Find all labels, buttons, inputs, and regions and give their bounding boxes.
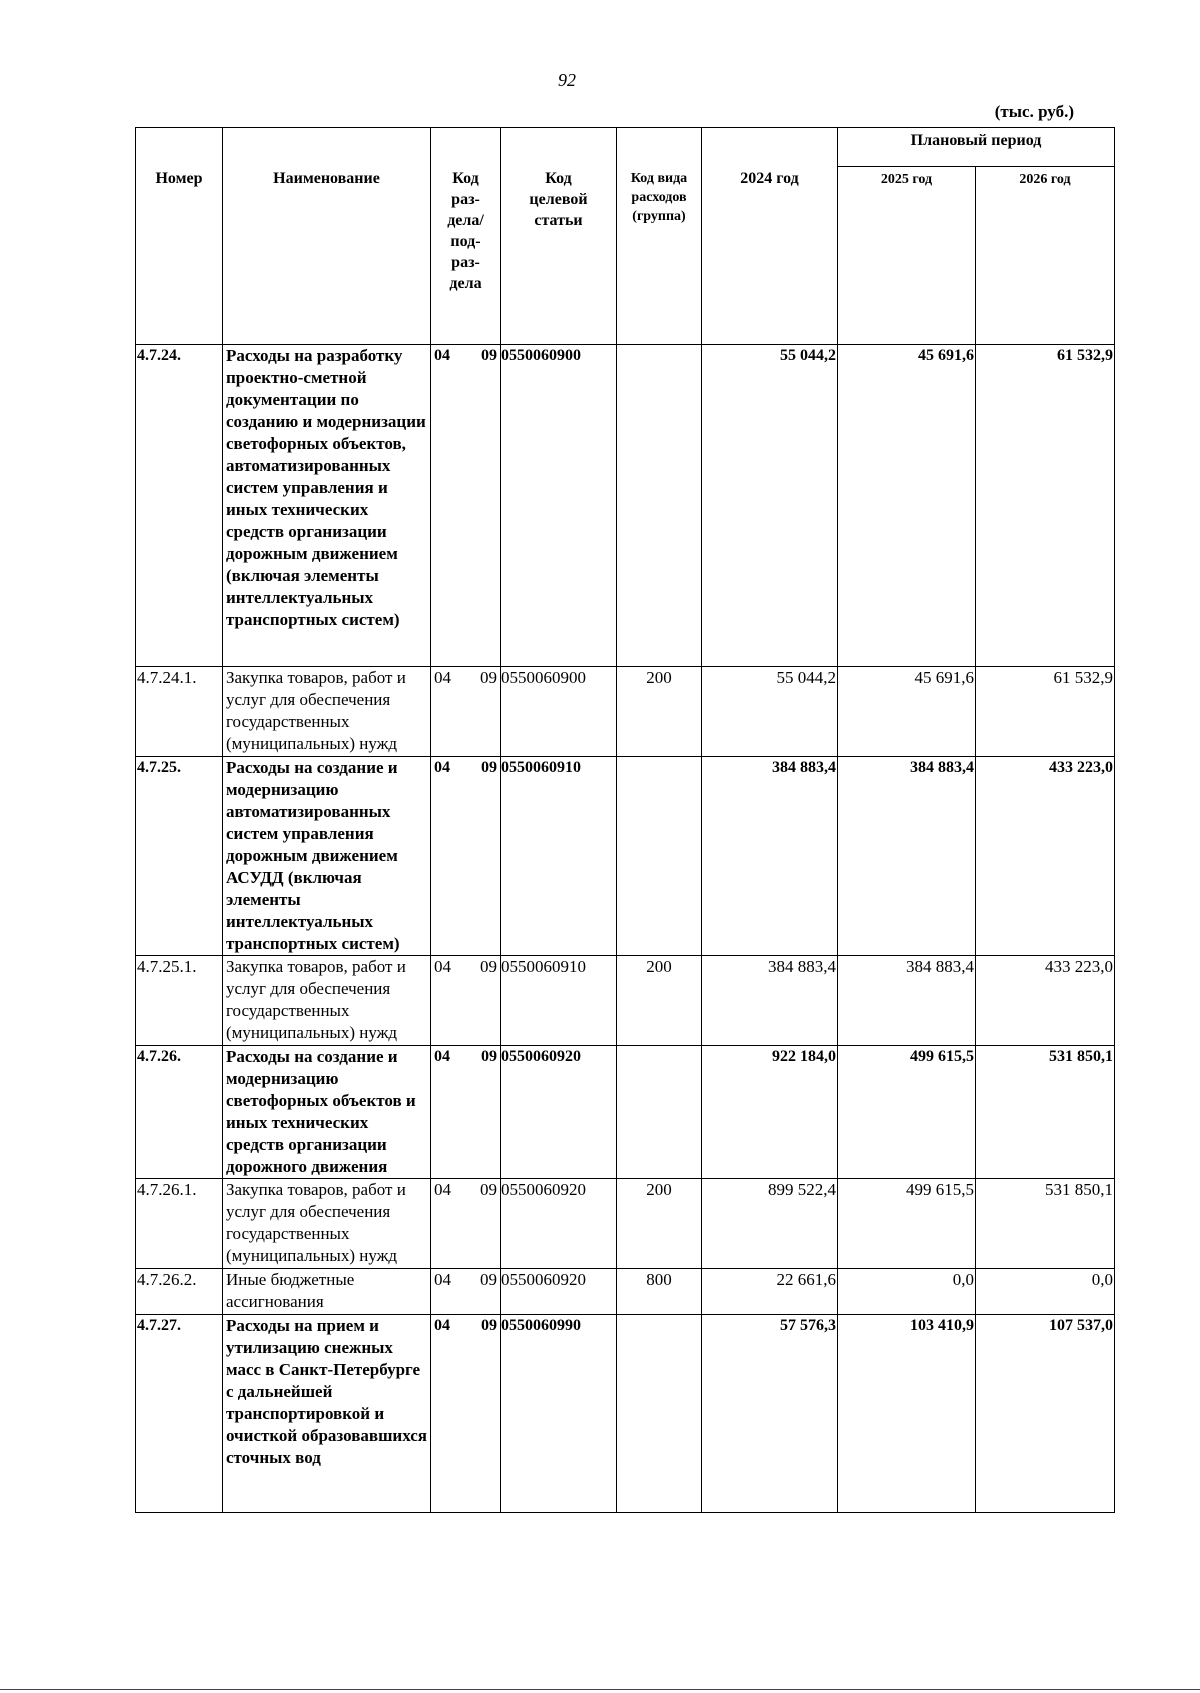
row-target-code: 0550060990 bbox=[501, 1315, 617, 1513]
row-razdel: 04 bbox=[434, 1270, 451, 1289]
row-name: Расходы на создание и модернизацию светофорных объектов и иных технических средств организации дорожного движения bbox=[223, 1046, 431, 1179]
row-section-code bbox=[431, 667, 501, 757]
table-row bbox=[136, 757, 1115, 956]
row-amount-2025: 384 883,4 bbox=[838, 956, 976, 1046]
row-amount-2024: 922 184,0 bbox=[702, 1046, 838, 1179]
row-name: Расходы на создание и модернизацию автоматизированных систем управления дорожным движением АСУДД (включая элементы интеллектуальных транспортных систем) bbox=[223, 757, 431, 956]
row-target-code: 0550060920 bbox=[501, 1269, 617, 1315]
row-amount-2025: 103 410,9 bbox=[838, 1315, 976, 1513]
table-row bbox=[136, 1179, 1115, 1269]
row-expense-type: 800 bbox=[617, 1269, 702, 1315]
row-podrazdel: 09 bbox=[480, 668, 497, 687]
row-expense-type bbox=[617, 757, 702, 956]
row-expense-type: 200 bbox=[617, 667, 702, 757]
row-nomer: 4.7.27. bbox=[136, 1315, 223, 1513]
row-amount-2024: 55 044,2 bbox=[702, 345, 838, 667]
header-2025: 2025 год bbox=[838, 167, 976, 345]
row-amount-2024: 384 883,4 bbox=[702, 757, 838, 956]
row-razdel: 04 bbox=[434, 1317, 450, 1334]
row-razdel: 04 bbox=[434, 1180, 451, 1199]
row-amount-2025: 0,0 bbox=[838, 1269, 976, 1315]
row-amount-2026: 61 532,9 bbox=[976, 667, 1115, 757]
header-razdel-text: Код раз-дела/ под-раз-дела bbox=[447, 170, 484, 292]
row-razdel: 04 bbox=[434, 759, 450, 776]
header-nomer: Номер bbox=[136, 128, 223, 345]
row-nomer: 4.7.26.1. bbox=[136, 1179, 223, 1269]
row-section-code bbox=[431, 757, 501, 956]
row-nomer: 4.7.24.1. bbox=[136, 667, 223, 757]
row-section-code bbox=[431, 1315, 501, 1513]
row-name: Закупка товаров, работ и услуг для обеспечения государственных (муниципальных) нужд bbox=[223, 667, 431, 757]
row-expense-type bbox=[617, 1046, 702, 1179]
row-nomer: 4.7.25. bbox=[136, 757, 223, 956]
row-name: Закупка товаров, работ и услуг для обеспечения государственных (муниципальных) нужд bbox=[223, 956, 431, 1046]
row-amount-2025: 384 883,4 bbox=[838, 757, 976, 956]
row-nomer: 4.7.26.2. bbox=[136, 1269, 223, 1315]
table-row bbox=[136, 956, 1115, 1046]
row-razdel: 04 bbox=[434, 668, 451, 687]
row-amount-2025: 499 615,5 bbox=[838, 1179, 976, 1269]
row-amount-2026: 531 850,1 bbox=[976, 1179, 1115, 1269]
row-target-code: 0550060920 bbox=[501, 1179, 617, 1269]
header-target-text: Код целевой статьи bbox=[529, 170, 588, 229]
row-podrazdel: 09 bbox=[481, 347, 497, 364]
row-amount-2026: 531 850,1 bbox=[976, 1046, 1115, 1179]
row-section-code bbox=[431, 1269, 501, 1315]
row-amount-2024: 57 576,3 bbox=[702, 1315, 838, 1513]
table-row bbox=[136, 1269, 1115, 1315]
budget-table bbox=[135, 127, 1115, 1513]
row-amount-2026: 61 532,9 bbox=[976, 345, 1115, 667]
header-plan-period: Плановый период bbox=[838, 128, 1115, 167]
row-amount-2026: 433 223,0 bbox=[976, 956, 1115, 1046]
row-name: Расходы на прием и утилизацию снежных масс в Санкт-Петербурге с дальнейшей транспортировкой и очисткой образовавшихся сточных вод bbox=[223, 1315, 431, 1513]
row-amount-2026: 433 223,0 bbox=[976, 757, 1115, 956]
row-target-code: 0550060920 bbox=[501, 1046, 617, 1179]
row-amount-2025: 45 691,6 bbox=[838, 345, 976, 667]
header-razdel bbox=[431, 128, 501, 345]
row-nomer: 4.7.26. bbox=[136, 1046, 223, 1179]
row-podrazdel: 09 bbox=[480, 1180, 497, 1199]
row-amount-2024: 899 522,4 bbox=[702, 1179, 838, 1269]
table-row bbox=[136, 667, 1115, 757]
row-podrazdel: 09 bbox=[480, 957, 497, 976]
row-nomer: 4.7.24. bbox=[136, 345, 223, 667]
header-2024: 2024 год bbox=[702, 128, 838, 345]
row-expense-type: 200 bbox=[617, 1179, 702, 1269]
row-amount-2024: 22 661,6 bbox=[702, 1269, 838, 1315]
table-row bbox=[136, 345, 1115, 667]
row-podrazdel: 09 bbox=[481, 1048, 497, 1065]
row-amount-2026: 107 537,0 bbox=[976, 1315, 1115, 1513]
row-target-code: 0550060910 bbox=[501, 757, 617, 956]
row-podrazdel: 09 bbox=[481, 759, 497, 776]
row-razdel: 04 bbox=[434, 957, 451, 976]
header-target bbox=[501, 128, 617, 345]
row-section-code bbox=[431, 345, 501, 667]
row-expense-type: 200 bbox=[617, 956, 702, 1046]
row-expense-type bbox=[617, 1315, 702, 1513]
row-target-code: 0550060910 bbox=[501, 956, 617, 1046]
row-podrazdel: 09 bbox=[480, 1270, 497, 1289]
row-section-code bbox=[431, 1046, 501, 1179]
row-name: Расходы на разработку проектно-сметной документации по созданию и модернизации светофорных объектов, автоматизированных систем управления и иных технических средств организации дорожным движением (включая элементы интеллектуальных транспортных систем) bbox=[223, 345, 431, 667]
table-row bbox=[136, 1315, 1115, 1513]
table-row bbox=[136, 1046, 1115, 1179]
row-section-code bbox=[431, 956, 501, 1046]
row-razdel: 04 bbox=[434, 347, 450, 364]
header-2026: 2026 год bbox=[976, 167, 1115, 345]
table-header bbox=[136, 128, 1115, 345]
row-name: Закупка товаров, работ и услуг для обеспечения государственных (муниципальных) нужд bbox=[223, 1179, 431, 1269]
page-number: 92 bbox=[558, 70, 576, 90]
row-expense-type bbox=[617, 345, 702, 667]
row-amount-2025: 499 615,5 bbox=[838, 1046, 976, 1179]
row-amount-2024: 384 883,4 bbox=[702, 956, 838, 1046]
bottom-rule bbox=[0, 1689, 1200, 1690]
units-label: (тыс. руб.) bbox=[994, 102, 1074, 121]
row-podrazdel: 09 bbox=[481, 1317, 497, 1334]
row-name: Иные бюджетные ассигнования bbox=[223, 1269, 431, 1315]
row-nomer: 4.7.25.1. bbox=[136, 956, 223, 1046]
row-section-code bbox=[431, 1179, 501, 1269]
row-target-code: 0550060900 bbox=[501, 667, 617, 757]
row-amount-2026: 0,0 bbox=[976, 1269, 1115, 1315]
row-razdel: 04 bbox=[434, 1048, 450, 1065]
header-vid: Код вида расходов (группа) bbox=[617, 128, 702, 345]
row-amount-2025: 45 691,6 bbox=[838, 667, 976, 757]
row-amount-2024: 55 044,2 bbox=[702, 667, 838, 757]
row-target-code: 0550060900 bbox=[501, 345, 617, 667]
header-name: Наименование bbox=[223, 128, 431, 345]
table-body bbox=[136, 345, 1115, 1513]
